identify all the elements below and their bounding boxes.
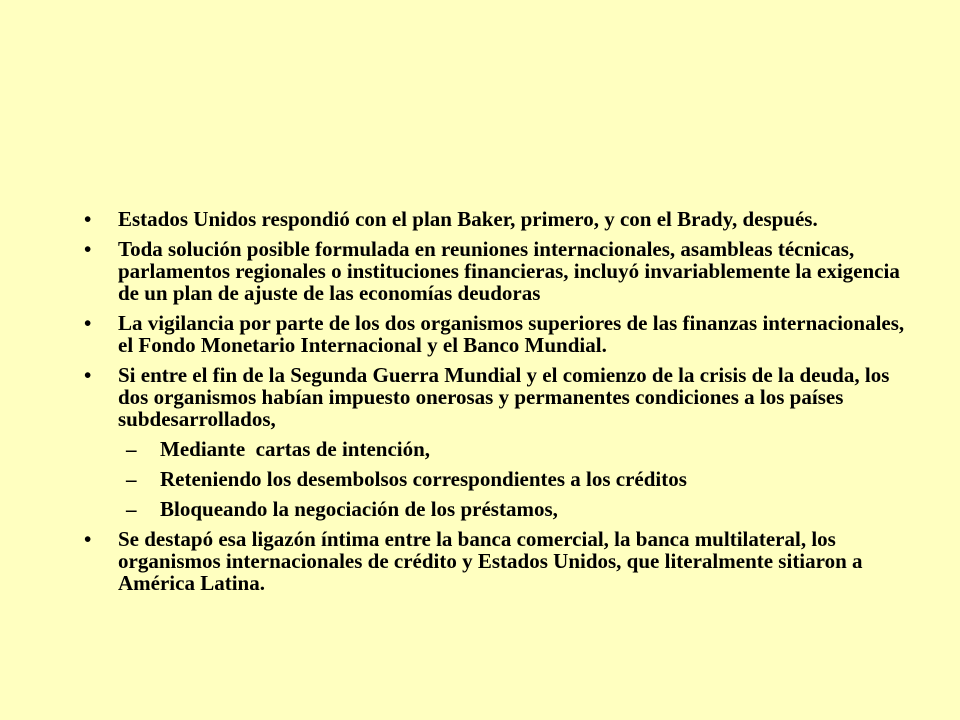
bullet-text: Se destapó esa ligazón íntima entre la banca comercial, la banca multilateral, los organismos internacionales de crédito y Estados Unidos, que literalmente sitiaron a América Latina.: [118, 527, 863, 595]
bullet-text: La vigilancia por parte de los dos organismos superiores de las finanzas internacionales, el Fondo Monetario Internacional y el Banco Mundial.: [118, 311, 905, 357]
sub-bullet-item: [78, 438, 908, 460]
bullet-marker: •: [84, 207, 92, 231]
bullet-text: Estados Unidos respondió con el plan Baker, primero, y con el Brady, después.: [118, 207, 818, 231]
bullet-item: [78, 528, 908, 594]
sub-bullet-item: [78, 498, 908, 520]
sub-bullet-marker: –: [126, 437, 137, 461]
sub-bullet-marker: –: [126, 467, 137, 491]
bullet-item: [78, 312, 908, 356]
sub-bullet-text: Reteniendo los desembolsos correspondientes a los créditos: [160, 467, 687, 491]
bullet-item: [78, 208, 908, 230]
sub-bullet-item: [78, 468, 908, 490]
bullet-marker: •: [84, 237, 92, 261]
sub-bullet-marker: –: [126, 497, 137, 521]
bullet-list: [78, 208, 908, 602]
bullet-text: Toda solución posible formulada en reuniones internacionales, asambleas técnicas, parlamentos regionales o instituciones financieras, incluyó invariablemente la exigencia de un plan de ajuste de las economías deudoras: [118, 237, 900, 305]
bullet-marker: •: [84, 363, 92, 387]
sub-bullet-text: Bloqueando la negociación de los préstamos,: [160, 497, 558, 521]
bullet-text: Si entre el fin de la Segunda Guerra Mundial y el comienzo de la crisis de la deuda, los dos organismos habían impuesto onerosas y permanentes condiciones a los países subdesarrollados,: [118, 363, 890, 431]
bullet-marker: •: [84, 527, 92, 551]
bullet-item: [78, 238, 908, 304]
bullet-marker: •: [84, 311, 92, 335]
sub-bullet-text: Mediante cartas de intención,: [160, 437, 431, 461]
bullet-item: [78, 364, 908, 430]
